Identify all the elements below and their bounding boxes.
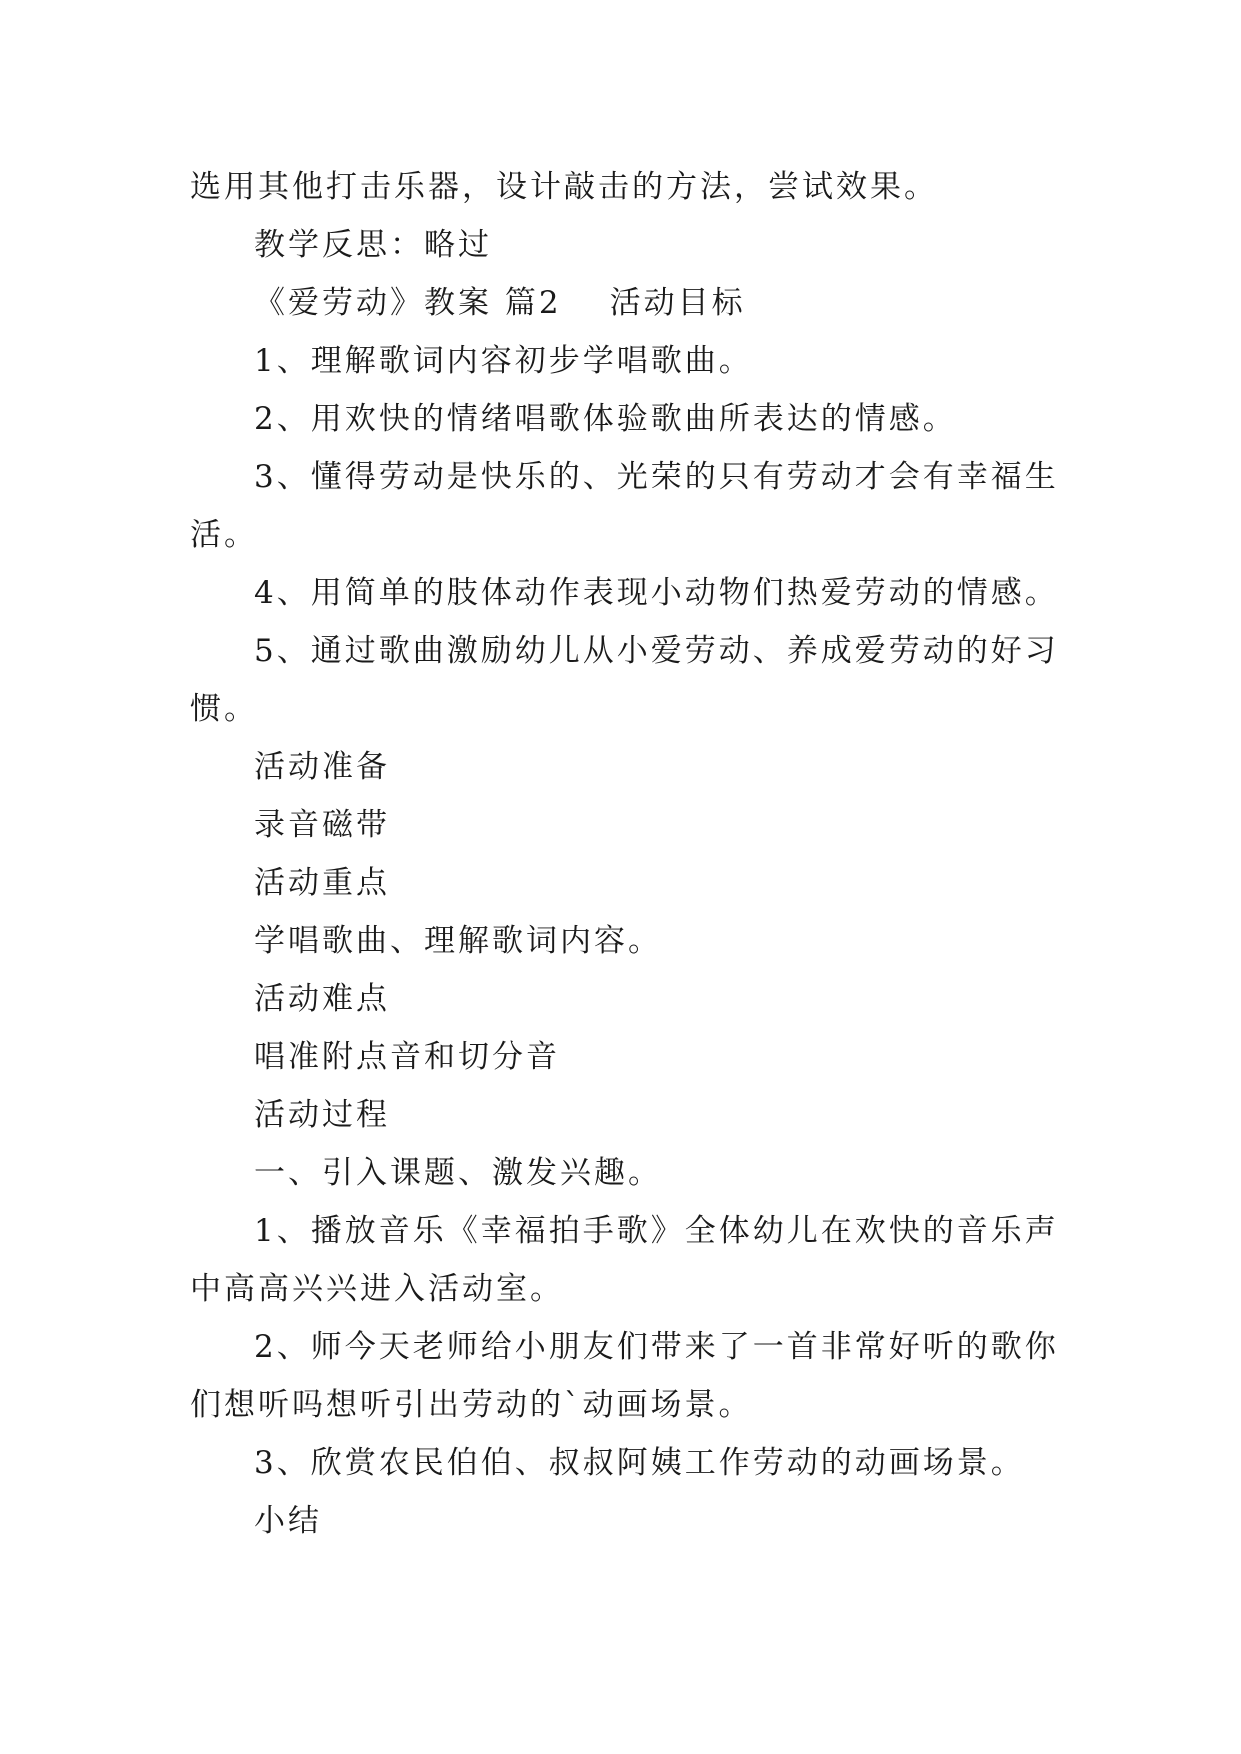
- paragraph-line: 录音磁带: [254, 807, 390, 843]
- list-item: 4、用简单的肢体动作表现小动物们热爱劳动的情感。: [254, 575, 1059, 611]
- list-item: 1、理解歌词内容初步学唱歌曲。: [254, 343, 753, 379]
- paragraph-line: 学唱歌曲、理解歌词内容。: [254, 923, 662, 959]
- subsection-heading: 活动过程: [254, 1097, 390, 1133]
- list-item: 5、通过歌曲激励幼儿从小爱劳动、养成爱劳动的好习: [254, 633, 1059, 669]
- subsection-heading: 活动目标: [609, 285, 746, 321]
- list-item: 2、用欢快的情绪唱歌体验歌曲所表达的情感。: [254, 401, 957, 437]
- list-item: 1、播放音乐《幸福拍手歌》全体幼儿在欢快的音乐声: [254, 1213, 1059, 1249]
- paragraph-line: 教学反思：略过: [254, 227, 492, 263]
- section-heading-line: [190, 274, 1060, 332]
- list-item-continuation: 中高高兴兴进入活动室。: [190, 1271, 564, 1307]
- list-item-continuation: 活。: [190, 517, 258, 553]
- subsection-heading: 活动准备: [254, 749, 390, 785]
- subsection-heading: 活动难点: [254, 981, 390, 1017]
- section-title: 《爱劳动》教案 篇2: [254, 285, 562, 321]
- paragraph-line: 选用其他打击乐器，设计敲击的方法，尝试效果。: [190, 169, 938, 205]
- list-item: 2、师今天老师给小朋友们带来了一首非常好听的歌你: [254, 1329, 1059, 1365]
- paragraph-line: 小结: [254, 1503, 322, 1539]
- document-body: [190, 158, 1060, 1550]
- subsection-heading: 活动重点: [254, 865, 390, 901]
- list-item: 3、欣赏农民伯伯、叔叔阿姨工作劳动的动画场景。: [254, 1445, 1025, 1481]
- list-item-continuation: 们想听吗想听引出劳动的`动画场景。: [190, 1387, 753, 1423]
- list-item: 3、懂得劳动是快乐的、光荣的只有劳动才会有幸福生: [254, 459, 1059, 495]
- list-item-continuation: 惯。: [190, 691, 258, 727]
- paragraph-line: 一、引入课题、激发兴趣。: [254, 1155, 662, 1191]
- paragraph-line: 唱准附点音和切分音: [254, 1039, 560, 1075]
